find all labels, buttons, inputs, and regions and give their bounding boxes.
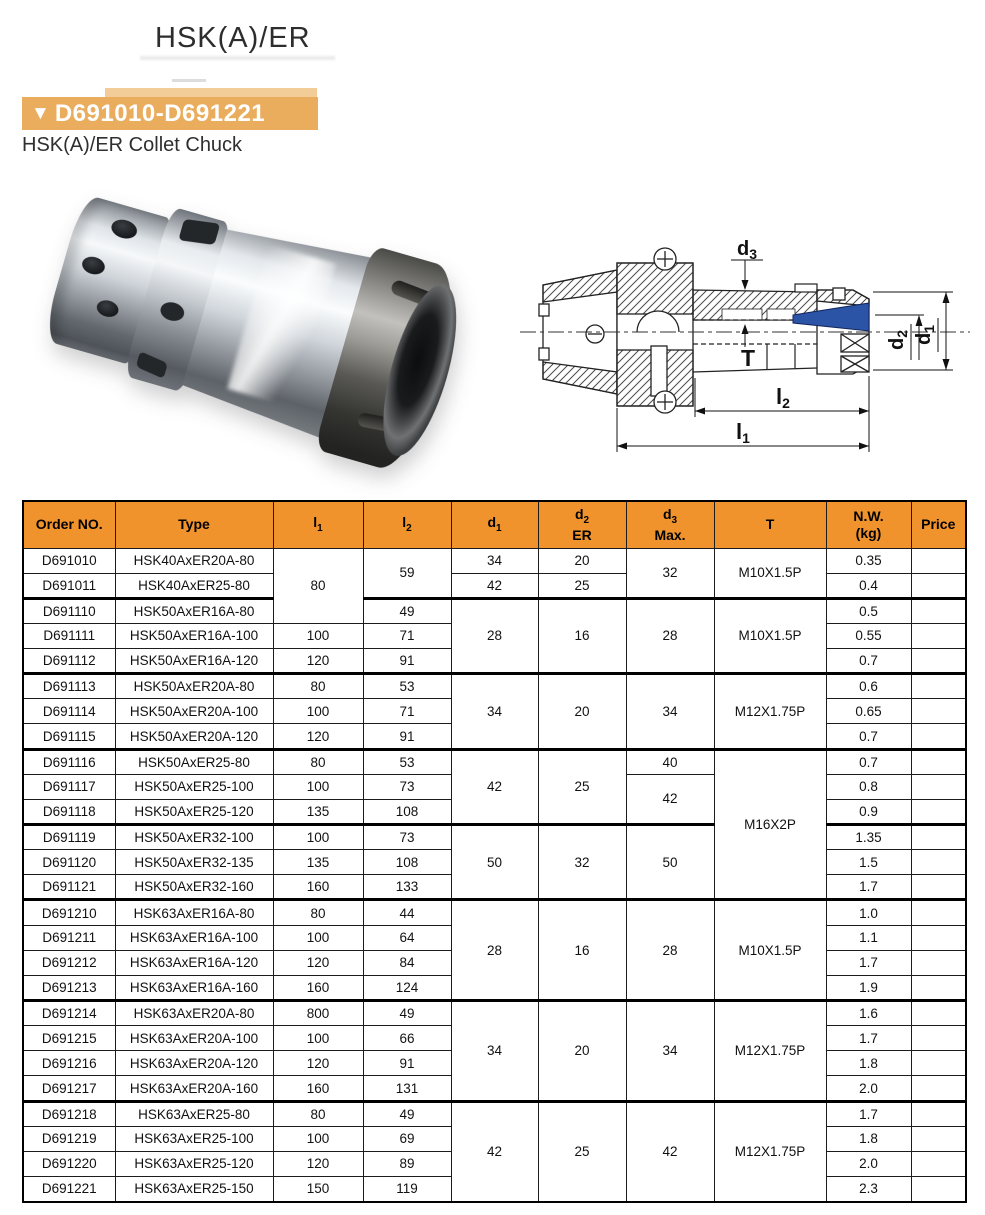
col-header-d1: $d_1$ — [451, 501, 538, 548]
table-row — [23, 749, 966, 774]
price-cell — [911, 623, 966, 648]
d2-er-cell: 32 — [538, 825, 626, 900]
label-d2: $d_2$ — [886, 329, 910, 351]
order-no-cell: D691217 — [23, 1076, 115, 1101]
t-cell: M16X2P — [714, 749, 826, 900]
product-subtitle: HSK(A)/ER Collet Chuck — [22, 134, 243, 156]
price-cell — [911, 975, 966, 1000]
nw-kg-cell: 1.8 — [826, 1126, 911, 1151]
l1-cell: 120 — [273, 724, 363, 749]
order-no-cell: D691011 — [23, 573, 115, 598]
type-cell: HSK50AxER16A-120 — [115, 649, 273, 674]
price-cell — [911, 1126, 966, 1151]
type-cell: HSK40AxER20A-80 — [115, 548, 273, 573]
nw-kg-cell: 0.9 — [826, 799, 911, 824]
nw-kg-cell: 0.35 — [826, 548, 911, 573]
l2-cell: 119 — [363, 1177, 451, 1202]
d3-max-cell: 50 — [626, 825, 714, 900]
order-no-cell: D691212 — [23, 950, 115, 975]
l1-cell: 100 — [273, 1126, 363, 1151]
d1-cell: 34 — [451, 548, 538, 573]
price-cell — [911, 573, 966, 598]
l2-cell: 73 — [363, 774, 451, 799]
l1-cell: 80 — [273, 1101, 363, 1126]
type-cell: HSK63AxER20A-160 — [115, 1076, 273, 1101]
l1-cell: 100 — [273, 925, 363, 950]
price-cell — [911, 1177, 966, 1202]
l2-cell: 73 — [363, 825, 451, 850]
order-no-cell: D691221 — [23, 1177, 115, 1202]
l1-cell: 135 — [273, 799, 363, 824]
order-no-cell: D691216 — [23, 1051, 115, 1076]
l2-cell: 64 — [363, 925, 451, 950]
nw-kg-cell: 1.0 — [826, 900, 911, 925]
nw-kg-cell: 1.7 — [826, 875, 911, 900]
l2-cell: 53 — [363, 749, 451, 774]
table-row — [23, 1101, 966, 1126]
l1-cell: 135 — [273, 850, 363, 875]
table-row — [23, 674, 966, 699]
l2-cell: 44 — [363, 900, 451, 925]
l2-cell: 49 — [363, 598, 451, 623]
nw-kg-cell: 0.65 — [826, 699, 911, 724]
d3-max-cell: 40 — [626, 749, 714, 774]
l2-cell: 49 — [363, 1001, 451, 1026]
l2-cell: 49 — [363, 1101, 451, 1126]
col-header-order-no: Order NO. — [23, 501, 115, 548]
dim-d3 — [731, 260, 763, 290]
price-cell — [911, 850, 966, 875]
nw-kg-cell: 0.7 — [826, 724, 911, 749]
type-cell: HSK63AxER16A-160 — [115, 975, 273, 1000]
d3-max-cell: 42 — [626, 774, 714, 824]
t-cell: M12X1.75P — [714, 1001, 826, 1102]
d3-max-cell: 32 — [626, 548, 714, 598]
price-cell — [911, 1026, 966, 1051]
table-row — [23, 1001, 966, 1026]
order-no-cell: D691116 — [23, 749, 115, 774]
col-header-nw-kg: N.W. (kg) — [826, 501, 911, 548]
type-cell: HSK50AxER25-120 — [115, 799, 273, 824]
l2-cell: 89 — [363, 1151, 451, 1176]
d1-cell: 42 — [451, 1101, 538, 1202]
d3-max-cell: 28 — [626, 598, 714, 673]
type-cell: HSK50AxER20A-120 — [115, 724, 273, 749]
nw-kg-cell: 0.55 — [826, 623, 911, 648]
order-no-cell: D691112 — [23, 649, 115, 674]
price-cell — [911, 1151, 966, 1176]
order-no-cell: D691214 — [23, 1001, 115, 1026]
type-cell: HSK63AxER25-100 — [115, 1126, 273, 1151]
l2-cell: 69 — [363, 1126, 451, 1151]
nw-kg-cell: 0.7 — [826, 749, 911, 774]
nw-kg-cell: 1.9 — [826, 975, 911, 1000]
l1-cell: 80 — [273, 548, 363, 623]
technical-drawing — [505, 228, 985, 480]
type-cell: HSK63AxER16A-80 — [115, 900, 273, 925]
d3-max-cell: 34 — [626, 674, 714, 749]
table-header-row — [23, 501, 966, 548]
d1-cell: 28 — [451, 900, 538, 1001]
l1-cell: 160 — [273, 975, 363, 1000]
col-header-l1: $l_1$ — [273, 501, 363, 548]
type-cell: HSK63AxER25-150 — [115, 1177, 273, 1202]
order-no-cell: D691219 — [23, 1126, 115, 1151]
d1-cell: 42 — [451, 749, 538, 824]
l1-cell: 120 — [273, 1051, 363, 1076]
type-cell: HSK50AxER25-100 — [115, 774, 273, 799]
col-header-d3-max: $d_3$ Max. — [626, 501, 714, 548]
l2-cell: 91 — [363, 1051, 451, 1076]
type-cell: HSK63AxER20A-100 — [115, 1026, 273, 1051]
nw-kg-cell: 0.5 — [826, 598, 911, 623]
nw-kg-cell: 0.4 — [826, 573, 911, 598]
l1-cell: 100 — [273, 623, 363, 648]
order-no-cell: D691115 — [23, 724, 115, 749]
price-cell — [911, 1001, 966, 1026]
label-t: T — [740, 345, 756, 371]
label-l1: l1 — [736, 419, 750, 446]
order-no-cell: D691117 — [23, 774, 115, 799]
d1-cell: 34 — [451, 674, 538, 749]
l1-cell: 80 — [273, 674, 363, 699]
l1-cell: 80 — [273, 749, 363, 774]
order-no-cell: D691210 — [23, 900, 115, 925]
l2-cell: 71 — [363, 699, 451, 724]
nw-kg-cell: 1.7 — [826, 950, 911, 975]
d3-max-cell: 28 — [626, 900, 714, 1001]
l1-cell: 100 — [273, 699, 363, 724]
product-photo — [45, 208, 465, 470]
dim-d1 — [873, 292, 953, 370]
t-cell: M10X1.5P — [714, 548, 826, 598]
l1-cell: 150 — [273, 1177, 363, 1202]
d2-er-cell: 16 — [538, 598, 626, 673]
d1-cell: 50 — [451, 825, 538, 900]
collet-chuck-image — [14, 155, 490, 523]
spec-table — [22, 500, 967, 1203]
col-header-price: Price — [911, 501, 966, 548]
table-row — [23, 900, 966, 925]
col-header-d2-er: $d_2$ ER — [538, 501, 626, 548]
print-artifact — [140, 56, 335, 60]
price-cell — [911, 649, 966, 674]
price-cell — [911, 950, 966, 975]
type-cell: HSK63AxER16A-100 — [115, 925, 273, 950]
price-cell — [911, 598, 966, 623]
l2-cell: 59 — [363, 548, 451, 598]
l2-cell: 108 — [363, 799, 451, 824]
price-cell — [911, 825, 966, 850]
l1-cell: 160 — [273, 1076, 363, 1101]
type-cell: HSK50AxER32-160 — [115, 875, 273, 900]
d2-er-cell: 25 — [538, 573, 626, 598]
type-cell: HSK50AxER16A-100 — [115, 623, 273, 648]
d2-er-cell: 20 — [538, 674, 626, 749]
l2-cell: 131 — [363, 1076, 451, 1101]
label-l2: l2 — [776, 384, 790, 411]
nw-kg-cell: 1.7 — [826, 1101, 911, 1126]
l1-cell: 120 — [273, 1151, 363, 1176]
price-cell — [911, 749, 966, 774]
l2-cell: 108 — [363, 850, 451, 875]
price-cell — [911, 548, 966, 573]
type-cell: HSK63AxER16A-120 — [115, 950, 273, 975]
type-cell: HSK63AxER25-80 — [115, 1101, 273, 1126]
order-no-cell: D691211 — [23, 925, 115, 950]
order-no-cell: D691220 — [23, 1151, 115, 1176]
type-cell: HSK50AxER20A-80 — [115, 674, 273, 699]
l2-cell: 53 — [363, 674, 451, 699]
col-header-l2: $l_2$ — [363, 501, 451, 548]
table-row — [23, 548, 966, 573]
nw-kg-cell: 1.6 — [826, 1001, 911, 1026]
nw-kg-cell: 1.7 — [826, 1026, 911, 1051]
order-no-cell: D691110 — [23, 598, 115, 623]
price-cell — [911, 699, 966, 724]
d2-er-cell: 20 — [538, 1001, 626, 1102]
series-range: D691010-D691221 — [54, 99, 266, 127]
type-cell: HSK50AxER32-135 — [115, 850, 273, 875]
l2-cell: 133 — [363, 875, 451, 900]
l1-cell: 100 — [273, 825, 363, 850]
price-cell — [911, 724, 966, 749]
nw-kg-cell: 2.0 — [826, 1151, 911, 1176]
l1-cell: 800 — [273, 1001, 363, 1026]
d3-max-cell: 42 — [626, 1101, 714, 1202]
type-cell: HSK63AxER20A-80 — [115, 1001, 273, 1026]
l2-cell: 84 — [363, 950, 451, 975]
l2-cell: 71 — [363, 623, 451, 648]
d2-er-cell: 20 — [538, 548, 626, 573]
d1-cell: 34 — [451, 1001, 538, 1102]
nut-section — [817, 288, 869, 374]
price-cell — [911, 1101, 966, 1126]
type-cell: HSK40AxER25-80 — [115, 573, 273, 598]
order-no-cell: D691119 — [23, 825, 115, 850]
price-cell — [911, 774, 966, 799]
order-no-cell: D691213 — [23, 975, 115, 1000]
nw-kg-cell: 2.3 — [826, 1177, 911, 1202]
type-cell: HSK63AxER25-120 — [115, 1151, 273, 1176]
type-cell: HSK50AxER25-80 — [115, 749, 273, 774]
l1-cell: 120 — [273, 649, 363, 674]
l1-cell: 80 — [273, 900, 363, 925]
price-cell — [911, 900, 966, 925]
price-cell — [911, 875, 966, 900]
table-row — [23, 598, 966, 623]
price-cell — [911, 1051, 966, 1076]
nw-kg-cell: 0.7 — [826, 649, 911, 674]
nw-kg-cell: 0.8 — [826, 774, 911, 799]
price-cell — [911, 1076, 966, 1101]
page-title: HSK(A)/ER — [155, 22, 311, 54]
nw-kg-cell: 1.8 — [826, 1051, 911, 1076]
nw-kg-cell: 2.0 — [826, 1076, 911, 1101]
print-artifact — [172, 79, 206, 82]
label-d1: $d_1$ — [913, 324, 937, 346]
price-cell — [911, 925, 966, 950]
col-header-t: T — [714, 501, 826, 548]
l2-cell: 91 — [363, 649, 451, 674]
price-cell — [911, 799, 966, 824]
t-cell: M10X1.5P — [714, 900, 826, 1001]
order-no-cell: D691111 — [23, 623, 115, 648]
nw-kg-cell: 1.35 — [826, 825, 911, 850]
l1-cell: 160 — [273, 875, 363, 900]
flange-section — [617, 248, 693, 413]
t-cell: M12X1.75P — [714, 674, 826, 749]
d1-cell: 42 — [451, 573, 538, 598]
t-cell: M12X1.75P — [714, 1101, 826, 1202]
label-d3: $d_3$ — [736, 238, 758, 262]
series-banner — [22, 97, 318, 130]
type-cell: HSK50AxER16A-80 — [115, 598, 273, 623]
type-cell: HSK63AxER20A-120 — [115, 1051, 273, 1076]
order-no-cell: D691218 — [23, 1101, 115, 1126]
price-cell — [911, 674, 966, 699]
type-cell: HSK50AxER20A-100 — [115, 699, 273, 724]
l2-cell: 91 — [363, 724, 451, 749]
order-no-cell: D691010 — [23, 548, 115, 573]
nw-kg-cell: 1.1 — [826, 925, 911, 950]
nw-kg-cell: 1.5 — [826, 850, 911, 875]
l1-cell: 100 — [273, 774, 363, 799]
d2-er-cell: 16 — [538, 900, 626, 1001]
d3-max-cell: 34 — [626, 1001, 714, 1102]
order-no-cell: D691120 — [23, 850, 115, 875]
order-no-cell: D691215 — [23, 1026, 115, 1051]
order-no-cell: D691113 — [23, 674, 115, 699]
col-header-type: Type — [115, 501, 273, 548]
l2-cell: 66 — [363, 1026, 451, 1051]
d2-er-cell: 25 — [538, 749, 626, 824]
nw-kg-cell: 0.6 — [826, 674, 911, 699]
triangle-down-icon: ▼ — [31, 103, 50, 124]
l1-cell: 100 — [273, 1026, 363, 1051]
l1-cell: 120 — [273, 950, 363, 975]
d1-cell: 28 — [451, 598, 538, 673]
type-cell: HSK50AxER32-100 — [115, 825, 273, 850]
spec-table-wrap — [22, 500, 967, 1203]
order-no-cell: D691118 — [23, 799, 115, 824]
order-no-cell: D691114 — [23, 699, 115, 724]
t-cell: M10X1.5P — [714, 598, 826, 673]
l2-cell: 124 — [363, 975, 451, 1000]
order-no-cell: D691121 — [23, 875, 115, 900]
d2-er-cell: 25 — [538, 1101, 626, 1202]
